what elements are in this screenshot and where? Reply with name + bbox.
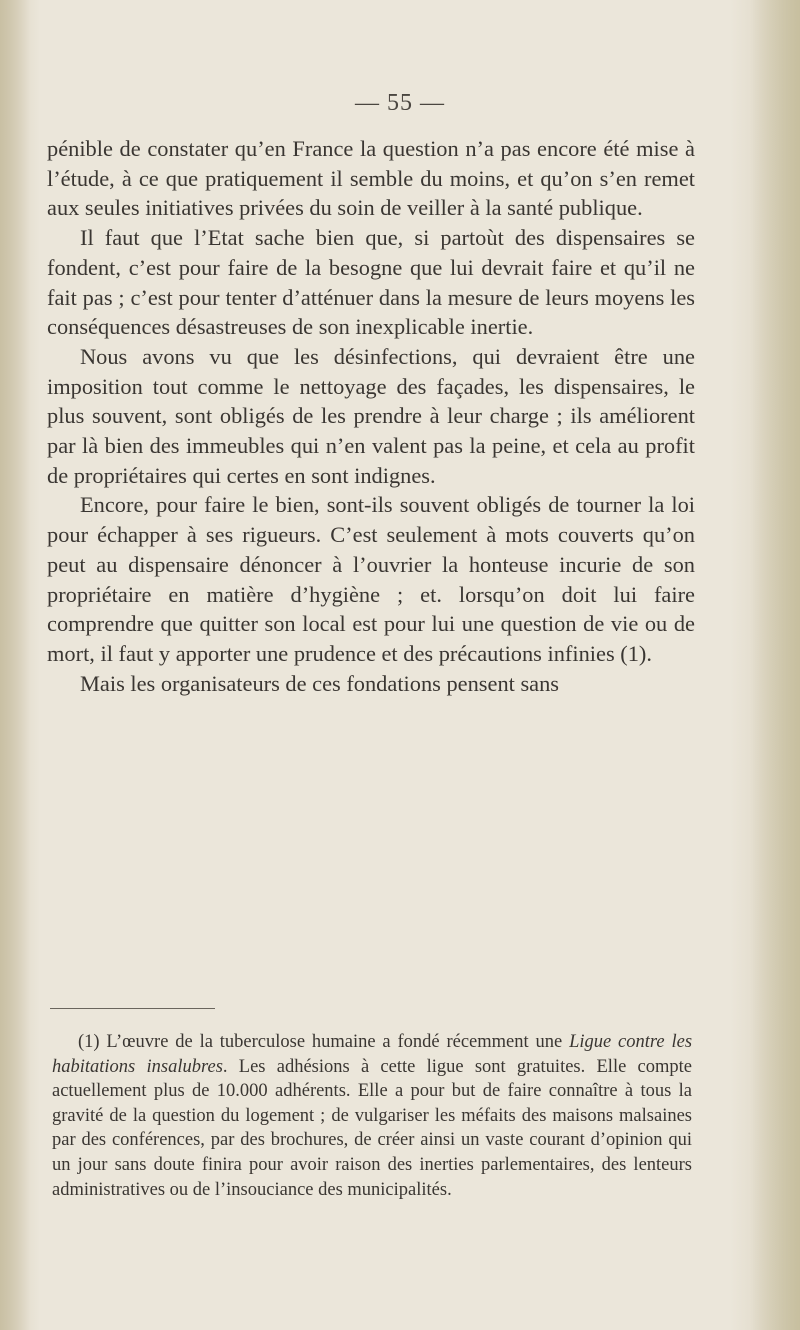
footnote-italic-title: Ligue contre les habitations insalubres (52, 1032, 693, 1077)
paragraph-2: Il faut que l’Etat sache bien que, si partoùt des dispensaires se fondent, c’est pour faire de la besogne que lui devrait faire et qu’il ne fait pas ; c’est pour tenter d’atténuer dans la mesure de leurs moyens les conséquences désastreuses de son inexplicable inertie. (47, 225, 695, 340)
paragraph-4: Encore, pour faire le bien, sont-ils souvent obligés de tourner la loi pour échapper à ses rigueurs. C’est seulement à mots couverts qu’on peut au dispensaire dénoncer à l’ouvrier la honteuse incurie de son propriétaire en matière d’hygiène ; et. lorsqu’on doit lui faire comprendre que quitter son local est pour lui une question de vie ou de mort, il faut y apporter une prudence et des précautions infinies (1). (47, 492, 695, 666)
page-edge-left (0, 0, 30, 1330)
paragraph-1: pénible de constater qu’en France la question n’a pas encore été mise à l’étude, à ce que pratiquement il semble du moins, et qu’on s’en remet aux seules initiatives privées du soin de veiller à la santé publique. (47, 136, 695, 221)
footnote-lead: (1) L’œuvre de la tuberculose humaine a fondé récemment une (78, 1032, 563, 1052)
page-edge-right (750, 0, 800, 1330)
footnote-separator (50, 1008, 215, 1009)
footnote (52, 1030, 692, 1202)
paragraph-5: Mais les organisateurs de ces fondations pensent sans (80, 670, 560, 696)
main-text (47, 134, 695, 698)
page-number: — 55 — (355, 90, 445, 116)
footnote-rest: . Les adhésions à cette ligue sont gratuites. Elle compte actuellement plus de 10.000 adhérents. Elle a pour but de faire connaître à tous la gravité de la question du logement ; de vulgariser les méfaits des maisons malsaines par des conférences, par des brochures, de créer ainsi un vaste courant d’opinion qui un jour sans doute finira pour avoir raison des inerties parlementaires, des lenteurs administratives ou de l’insouciance des municipalités. (52, 1056, 692, 1200)
paragraph-3: Nous avons vu que les désinfections, qui devraient être une imposition tout comme le nettoyage des façades, les dispensaires, le plus souvent, sont obligés de les prendre à leur charge ; ils améliorent par là bien des immeubles qui n’en valent pas la peine, et cela au profit de propriétaires qui certes en sont indignes. (47, 343, 695, 488)
footnote-text (52, 1030, 692, 1202)
